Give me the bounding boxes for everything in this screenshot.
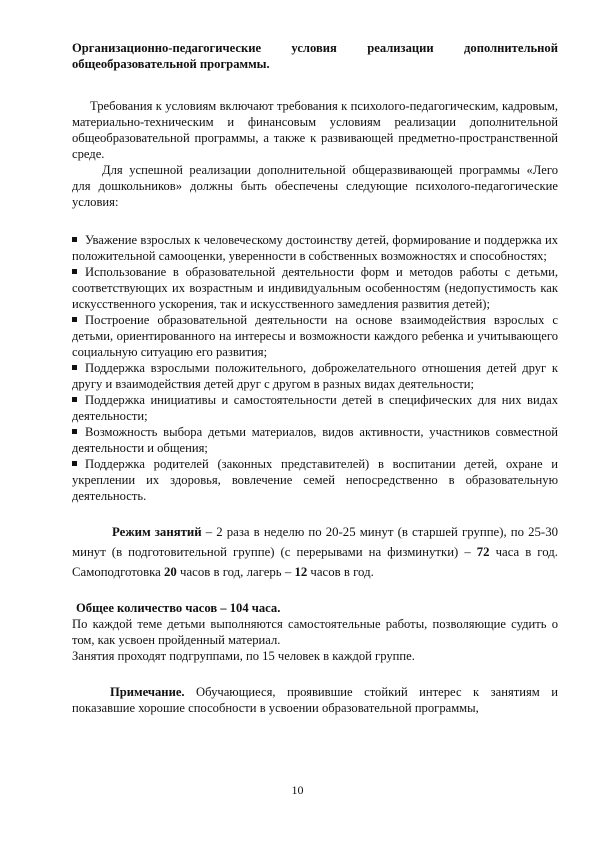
list-item [72,424,558,456]
bullet-square-icon [72,429,77,434]
schedule-text-1: – 2 раза в неделю по 20-25 минут (в старшей группе), по 25-30 минут (в подготовительной группе) (с перерывами на физминутки) – [72,525,558,559]
intro-paragraph: Требования к условиям включают требования к психолого-педагогическим, кадровым, материально-техническим и финансовым условиям реализации дополнительной общеобразовательной программы, а также к развивающей предметно-пространственной среде. [72,99,558,161]
bullet-square-icon [72,269,77,274]
bullet-square-icon [72,317,77,322]
section-heading: Организационно-педагогические условия реализации дополнительной общеобразовательной программы. [72,41,558,71]
list-item-text: Возможность выбора детьми материалов, видов активности, участников совместной деятельности и общения; [72,425,558,455]
list-item [72,264,558,312]
list-item-text: Поддержка инициативы и самостоятельности детей в специфических для них видах деятельности; [72,393,558,423]
list-item [72,392,558,424]
bullet-square-icon [72,397,77,402]
groups-text: Занятия проходят подгруппами, по 15 человек в каждой группе. [72,649,415,663]
bullet-square-icon [72,461,77,466]
schedule-text-2: часа в год. Самоподготовка [72,545,558,579]
list-item-text: Построение образовательной деятельности на основе взаимодействия взрослых с детьми, ориентированного на интересы и возможности каждого ребенка и учитывающего социальную ситуацию его развития; [72,313,558,359]
bullet-square-icon [72,237,77,242]
camp-hours: 12 [294,565,308,579]
list-item [72,360,558,392]
hours-per-year: 72 [476,545,490,559]
note-paragraph [72,684,558,716]
list-item-text: Использование в образовательной деятельности форм и методов работы с детьми, соответствующих их возрастным и индивидуальным особенностям (недопустимость как искусственного ускорения, так и искусственного замедления развития детей); [72,265,558,311]
schedule-label: Режим занятий [112,525,202,539]
list-item [72,456,558,504]
note-label: Примечание. [110,685,185,699]
list-item [72,232,558,264]
note-text: Обучающиеся, проявившие стойкий интерес к занятиям и показавшие хорошие способности в усвоении образовательной программы, [72,685,558,715]
list-item [72,312,558,360]
list-item-text: Поддержка взрослыми положительного, доброжелательного отношения детей друг к другу и взаимодействия детей друг с другом в разных видах деятельности; [72,361,558,391]
page-number: 10 [291,783,304,797]
schedule-text-4: часов в год. [307,565,374,579]
conditions-paragraph: Для успешной реализации дополнительной общеразвивающей программы «Лего для дошкольников» должны быть обеспечены следующие психолого-педагогические условия: [72,163,558,209]
conditions-list [72,232,558,504]
total-hours: Общее количество часов – 104 часа. [76,601,281,615]
list-item-text: Уважение взрослых к человеческому достоинству детей, формирование и поддержка их положительной самооценки, уверенности в собственных возможностях и способностях; [72,233,558,263]
list-item-text: Поддержка родителей (законных представителей) в воспитании детей, охране и укреплении их здоровья, вовлечение семей непосредственно в образовательную деятельность. [72,457,558,503]
bullet-square-icon [72,365,77,370]
spacer [72,210,558,232]
document-page [72,40,558,716]
independent-work-text: По каждой теме детьми выполняются самостоятельные работы, позволяющие судить о том, как усвоен пройденный материал. [72,617,558,647]
self-study-hours: 20 [164,565,177,579]
schedule-paragraph [72,522,558,582]
schedule-text-3: часов в год, лагерь – [176,565,295,579]
